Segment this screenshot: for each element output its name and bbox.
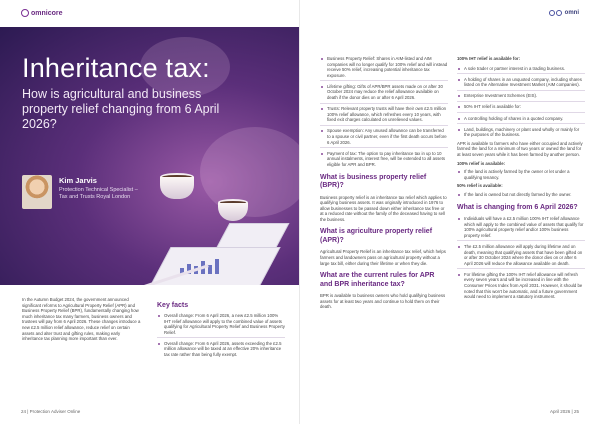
list-item: The £2.5 million allowance will apply during lifetime and on death, meaning that qualifying assets that have been gifted on or after 30 October 2024 where the donor dies on or after 6 April 2026 will reduce the allowance available on death. bbox=[457, 244, 585, 269]
paragraph: APR is available to farmers who have either occupied and actively farmed the land for a minimum of two years or owned the land for at least seven years while it has been farmed by another person. bbox=[457, 140, 583, 158]
key-facts-heading: Key facts bbox=[157, 302, 189, 309]
footer-right: April 2026 | 25 bbox=[550, 409, 579, 414]
section-heading: What is changing from 6 April 2026? bbox=[457, 203, 578, 211]
section-heading: What is business property relief (BPR)? bbox=[320, 173, 427, 189]
list-item: Lifetime gifting: Gifts of APR/BPR assets made on or after 30 October 2024 may reduce the relief allowance available on death if the donor dies on or after 6 April 2026. bbox=[320, 84, 448, 104]
section-heading: What is agriculture property relief (APR)? bbox=[320, 228, 433, 244]
column-b bbox=[457, 56, 585, 303]
right-page bbox=[300, 0, 600, 424]
list-heading: 100% relief is available: bbox=[457, 160, 506, 166]
list-item: A controlling holding of shares in a quoted company. bbox=[457, 116, 585, 125]
page-title: Inheritance tax: bbox=[22, 53, 210, 83]
list-item: A holding of shares in an unquoted company, including shares listed on the Alternative Investment Market (AIM companies). bbox=[457, 77, 585, 91]
list-item: If the land is owned but not directly farmed by the owner. bbox=[457, 192, 585, 198]
list-item: Overall change: From 6 April 2026, assets exceeding the £2.5 million allowance will be taxed at an effective 20% inheritance tax rate rather than being fully exempt. bbox=[157, 341, 285, 358]
avatar bbox=[22, 175, 52, 209]
brand-left-label: omnicore bbox=[31, 9, 63, 17]
hero-banner bbox=[0, 27, 300, 285]
column-a bbox=[320, 56, 448, 310]
author-block bbox=[22, 175, 145, 209]
section-body: Business property relief is an inheritance tax relief which applies to qualifying business assets. It was originally introduced in 1976 to allow businesses to be passed down either inheritance tax free or at a reduced rate without the family of the deceased having to sell the business. bbox=[320, 194, 447, 222]
list-item: For lifetime gifting the 100% IHT relief allowance will refresh every seven years and will be increased in line with the Consumer Prices Index from April 2031. However, it should be noted that this won't be automatic, and a future government would need to implement a statutory instrument. bbox=[457, 272, 585, 300]
brand-right-label: omni bbox=[564, 10, 579, 16]
list-item: 50% IHT relief is available for: bbox=[457, 104, 585, 113]
list-item: Land, buildings, machinery or plant used wholly or mainly for the purposes of the business. bbox=[457, 127, 585, 138]
coffee-cup-image bbox=[160, 177, 194, 199]
list-item: Business Property Relief: Shares in AIM-listed and AIM companies will no longer qualify for 100% relief and will instead receive 50% relief, increasing potential inheritance tax exposure. bbox=[320, 56, 448, 81]
list-item: If the land is actively farmed by the owner or let under a qualifying tenancy. bbox=[457, 169, 585, 180]
author-name: Kim Jarvis bbox=[59, 176, 97, 185]
list-item: Overall change: From 6 April 2026, a new £2.5 million 100% IHT relief allowance will apply to the combined value of assets qualifying for Agricultural Property Relief and Business Property Relief. bbox=[157, 313, 285, 338]
list-item: A sole trader or partner interest in a trading business. bbox=[457, 66, 585, 75]
list-item: Enterprise Investment Schemes (EIS). bbox=[457, 93, 585, 102]
author-role: Protection Technical Specialist – Tax and Trusts Royal London bbox=[59, 187, 138, 200]
list-item: Payment of tax: The option to pay inheritance tax in up to 10 annual instalments, interest free, will be extended to all assets eligible for APR and BPR. bbox=[320, 151, 448, 168]
page-subtitle: How is agricultural and business property relief changing from 6 April 2026? bbox=[22, 87, 220, 131]
coffee-cup-image bbox=[218, 203, 248, 221]
list-heading: 100% IHT relief is available for: bbox=[457, 56, 521, 61]
list-item: Individuals will have a £2.5 million 100% IHT relief allowance which will apply to the combined value of assets that qualify for 100% agricultural property relief and/or 100% business property relief. bbox=[457, 216, 585, 241]
list-item: Spouse exemption: Any unused allowance can be transferred to a spouse or civil partner, even if the first death occurs before 6 April 2026. bbox=[320, 128, 448, 148]
omni-logo-icon bbox=[549, 10, 562, 16]
list-item: Trusts: Relevant property trusts will have their own £2.5 million 100% relief allowance, which refreshes every 10 years, with fixed exit charges calculated on unrelieved values. bbox=[320, 106, 448, 126]
key-facts bbox=[157, 302, 285, 361]
omnicore-logo-icon bbox=[21, 9, 29, 17]
section-heading: What are the current rules for APR and BPR inheritance tax? bbox=[320, 272, 435, 288]
brand-logo-left bbox=[21, 9, 63, 17]
list-heading: 50% relief is available: bbox=[457, 183, 503, 189]
section-body: Agricultural Property Relief is an inheritance tax relief, which helps farmers and landowners pass on agricultural property without a large tax bill, either during their lifetime or when they die. bbox=[320, 249, 446, 266]
brand-logo-right bbox=[549, 10, 579, 16]
section-body: BPR is available to business owners who hold qualifying business assets for at least two years and continue to hold them on their death. bbox=[320, 293, 446, 310]
footer-left: 24 | Protection Adviser Online bbox=[21, 409, 81, 414]
intro-paragraph: In the Autumn Budget 2024, the government announced significant reforms to Agricultural Property Relief (APR) and Business Property Relief (BPR), fundamentally changing how much inheritance tax many farmers, business owners and trustees will pay from 6 April 2026. These changes introduce a new £2.5 million relief allowance, reduce relief on certain assets and alter trust and gifting rules, making early inheritance tax planning more important than ever. bbox=[22, 297, 141, 342]
